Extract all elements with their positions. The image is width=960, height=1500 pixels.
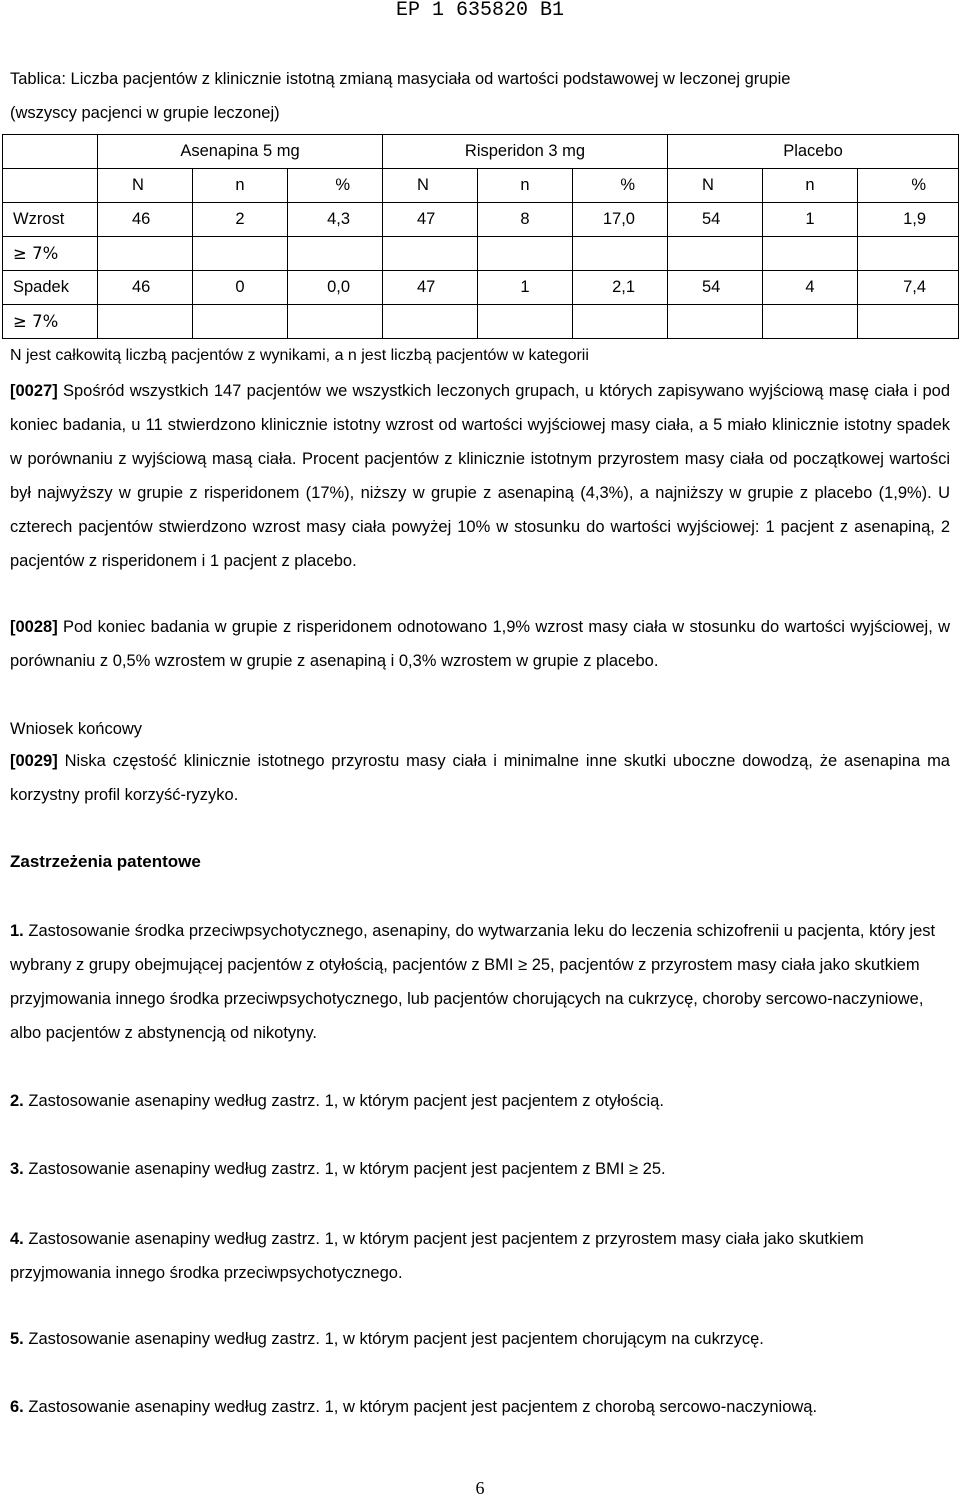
paragraph-text: Pod koniec badania w grupie z risperidonem odnotowano 1,9% wzrost masy ciała w stosunku do wartości wyjściowej, w porównaniu z 0,5% wzrostem w grupie z asenapiną i 0,3% wzrostem w grupie z placebo. [10, 618, 950, 670]
claim-number: 4. [10, 1230, 24, 1248]
table-cell: 8 [478, 203, 573, 237]
table-cell: 1 [478, 271, 573, 305]
document-id-header: EP 1 635820 B1 [395, 0, 565, 22]
table-subheader-row [3, 169, 959, 203]
subheader-cell: % [573, 169, 668, 203]
claim-text: Zastosowanie asenapiny według zastrz. 1, w którym pacjent jest pacjentem z otyłością. [28, 1092, 664, 1110]
table-cell: 1 [763, 203, 858, 237]
table-row-decrease [3, 271, 959, 305]
claim-6 [10, 1390, 950, 1424]
claim-text: Zastosowanie asenapiny według zastrz. 1, w którym pacjent jest pacjentem chorującym na cukrzycę. [28, 1330, 764, 1348]
group-header-placebo: Placebo [668, 135, 959, 169]
claim-number: 2. [10, 1092, 24, 1110]
claim-1 [10, 914, 950, 1050]
table-cell: 4 [763, 271, 858, 305]
table-row-increase [3, 203, 959, 237]
claim-text: Zastosowanie asenapiny według zastrz. 1, w którym pacjent jest pacjentem z chorobą sercowo-naczyniową. [28, 1398, 818, 1416]
table-cell: 0,0 [288, 271, 383, 305]
table-caption-line-2: (wszyscy pacjenci w grupie leczonej) [10, 104, 280, 122]
claims-heading: Zastrzeżenia patentowe [10, 852, 201, 871]
row-label-increase: Wzrost [3, 203, 98, 237]
table-row-decrease-threshold [3, 305, 959, 339]
subheader-cell: N [383, 169, 478, 203]
row-threshold-increase: ≥ 7% [3, 237, 98, 271]
paragraph-0029 [10, 744, 950, 812]
claim-4 [10, 1222, 950, 1290]
row-threshold-decrease: ≥ 7% [3, 305, 98, 339]
claim-5 [10, 1322, 950, 1356]
group-header-risperidone: Risperidon 3 mg [383, 135, 668, 169]
paragraph-tag: [0027] [10, 382, 58, 400]
claim-text: Zastosowanie asenapiny według zastrz. 1, w którym pacjent jest pacjentem z przyrostem masy ciała jako skutkiem przyjmowania innego środka przeciwpsychotycznego. [10, 1230, 864, 1282]
claim-number: 5. [10, 1330, 24, 1348]
claim-number: 6. [10, 1398, 24, 1416]
claim-number: 1. [10, 922, 24, 940]
table-cell: 54 [668, 203, 763, 237]
subheader-cell: n [478, 169, 573, 203]
subheader-cell: n [193, 169, 288, 203]
table-cell: 46 [98, 271, 193, 305]
table-cell: 7,4 [858, 271, 959, 305]
table-cell: 46 [98, 203, 193, 237]
paragraph-0027 [10, 374, 950, 578]
table-corner-cell [3, 135, 98, 169]
row-label-decrease: Spadek [3, 271, 98, 305]
table-group-header-row [3, 135, 959, 169]
subheader-cell: % [858, 169, 959, 203]
table-row-increase-threshold [3, 237, 959, 271]
conclusion-heading: Wniosek końcowy [10, 720, 143, 738]
table-cell: 54 [668, 271, 763, 305]
group-header-asenapine: Asenapina 5 mg [98, 135, 383, 169]
weight-change-table [2, 134, 959, 339]
table-cell: 0 [193, 271, 288, 305]
table-cell: 2,1 [573, 271, 668, 305]
subheader-cell: n [763, 169, 858, 203]
table-cell: 47 [383, 203, 478, 237]
subheader-cell: % [288, 169, 383, 203]
table-cell: 1,9 [858, 203, 959, 237]
claim-2 [10, 1084, 950, 1118]
page-number: 6 [475, 1478, 485, 1498]
paragraph-tag: [0029] [10, 752, 58, 770]
table-cell: 17,0 [573, 203, 668, 237]
table-footnote: N jest całkowitą liczbą pacjentów z wynikami, a n jest liczbą pacjentów w kategorii [10, 347, 589, 364]
claim-3 [10, 1152, 950, 1186]
table-caption-line-1: Tablica: Liczba pacjentów z klinicznie istotną zmianą masyciała od wartości podstawowej w leczonej grupie [10, 70, 791, 88]
table-cell: 4,3 [288, 203, 383, 237]
paragraph-text: Spośród wszystkich 147 pacjentów we wszystkich leczonych grupach, u których zapisywano wyjściową masę ciała i pod koniec badania, u 11 stwierdzono klinicznie istotny wzrost od wartości wyjściowej masy ciała, a 5 miało klinicznie istotny spadek w porównaniu z wyjściową masą ciała. Procent pacjentów z klinicznie istotnym przyrostem masy ciała od początkowej wartości był najwyższy w grupie z risperidonem (17%), niższy w grupie z asenapiną (4,3%), a najniższy w grupie z placebo (1,9%). U czterech pacjentów stwierdzono wzrost masy ciała powyżej 10% w stosunku do wartości wyjściowej: 1 pacjent z asenapiną, 2 pacjentów z risperidonem i 1 pacjent z placebo. [10, 382, 950, 570]
paragraph-tag: [0028] [10, 618, 58, 636]
claim-text: Zastosowanie asenapiny według zastrz. 1, w którym pacjent jest pacjentem z BMI ≥ 25. [28, 1160, 666, 1178]
table-cell: 47 [383, 271, 478, 305]
claim-text: Zastosowanie środka przeciwpsychotycznego, asenapiny, do wytwarzania leku do leczenia schizofrenii u pacjenta, który jest wybrany z grupy obejmującej pacjentów z otyłością, pacjentów z BMI ≥ 25, pacjentów z przyrostem masy ciała jako skutkiem przyjmowania innego środka przeciwpsychotycznego, lub pacjentów chorujących na cukrzycę, choroby sercowo-naczyniowe, albo pacjentów z abstynencją od nikotyny. [10, 922, 936, 1042]
table-subheader-empty [3, 169, 98, 203]
subheader-cell: N [668, 169, 763, 203]
paragraph-text: Niska częstość klinicznie istotnego przyrostu masy ciała i minimalne inne skutki uboczne dowodzą, że asenapina ma korzystny profil korzyść-ryzyko. [10, 752, 950, 804]
claim-number: 3. [10, 1160, 24, 1178]
paragraph-0028 [10, 610, 950, 678]
subheader-cell: N [98, 169, 193, 203]
table-cell: 2 [193, 203, 288, 237]
